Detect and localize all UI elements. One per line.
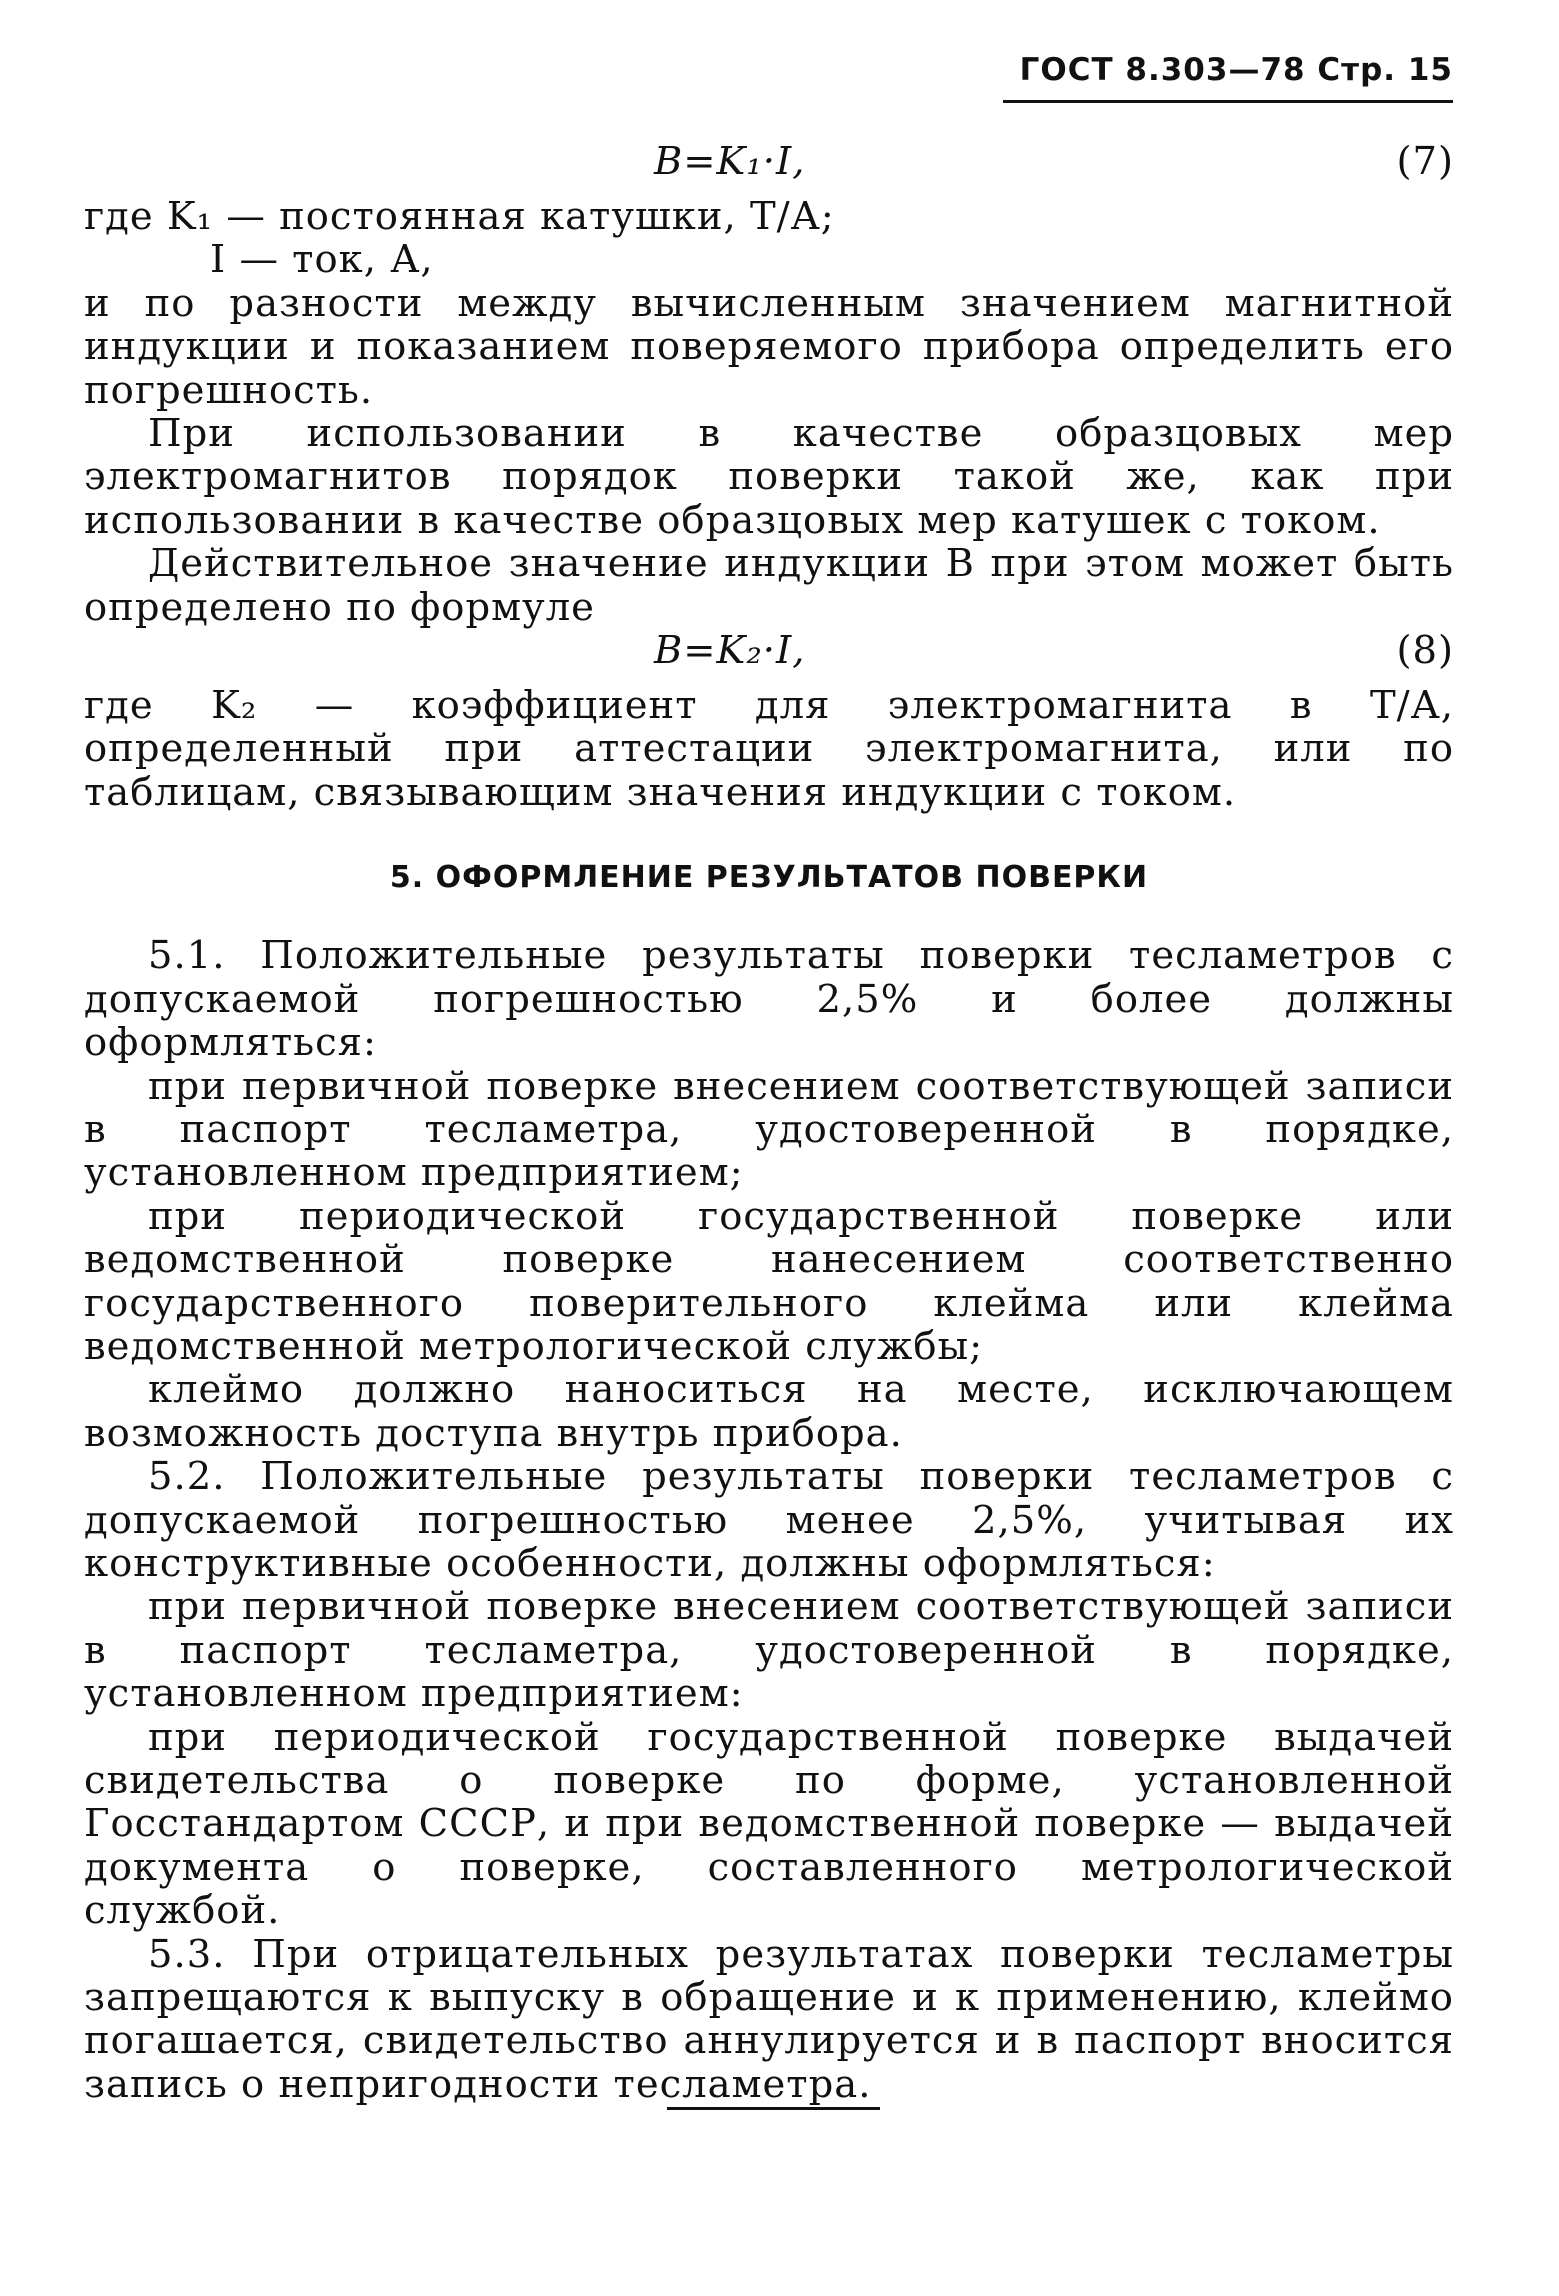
header-rule <box>1003 100 1453 103</box>
document-body <box>84 140 1454 2106</box>
page-header: ГОСТ 8.303—78 Стр. 15 <box>1019 52 1453 88</box>
paragraph-error: и по разности между вычисленным значением магнитной индукции и показанием поверяемого прибора определить его погрешность. <box>84 280 1454 413</box>
formula-8-expression: B=K₂·I, <box>654 628 806 674</box>
clause-5-1-stamp: клеймо должно наноситься на месте, исключающем возможность доступа внутрь прибора. <box>84 1367 1454 1456</box>
formula-8-number: (8) <box>1396 628 1454 674</box>
where-k1: где K₁ — постоянная катушки, Т/А; <box>84 194 835 239</box>
clause-5-2-primary: при первичной поверке внесением соответствующей записи в паспорт тесламетра, удостоверенной в порядке, установленном предприятием: <box>84 1584 1454 1717</box>
formula-7 <box>84 140 1454 195</box>
where-k2: где K₂ — коэффициент для электромагнита в Т/А, определенный при аттестации электромагнита, или по таблицам, связывающим значения индукции с током. <box>84 683 1454 815</box>
clause-5-3: 5.3. При отрицательных результатах поверки тесламетры запрещаются к выпуску в обращение и к применению, клеймо погашается, свидетельство аннулируется и в паспорт вносится запись о непригодности тесламетра. <box>84 1931 1454 2107</box>
paragraph-electromagnets: При использовании в качестве образцовых мер электромагнитов порядок поверки такой же, как при использовании в качестве образцовых мер катушек с током. <box>84 411 1454 543</box>
clause-5-2-periodic: при периодической государственной поверке выдачей свидетельства о поверке по форме, установленной Госстандартом СССР, и при ведомственной поверке — выдачей документа о поверке, составленного метрологической службой. <box>84 1714 1454 1934</box>
formula-7-number: (7) <box>1396 139 1454 184</box>
paragraph-actual-value: Действительное значение индукции B при этом может быть определено по формуле <box>84 541 1454 630</box>
formula-7-expression: B=K₁·I, <box>654 139 806 184</box>
end-rule <box>667 2107 880 2110</box>
clause-5-2: 5.2. Положительные результаты поверки тесламетров с допускаемой погрешностью менее 2,5%, учитывая их конструктивные особенности, должны оформляться: <box>84 1454 1454 1586</box>
formula-8 <box>84 629 1454 684</box>
section-title: 5. ОФОРМЛЕНИЕ РЕЗУЛЬТАТОВ ПОВЕРКИ <box>389 860 1149 896</box>
clause-5-1-periodic: при периодической государственной поверке или ведомственной поверке нанесением соответственно государственного поверительного клейма или клейма ведомственной метрологической службы; <box>84 1193 1454 1369</box>
clause-5-1: 5.1. Положительные результаты поверки тесламетров с допускаемой погрешностью 2,5% и более должны оформляться: <box>84 933 1454 1066</box>
where-i: I — ток, А, <box>210 237 434 283</box>
clause-5-1-primary: при первичной поверке внесением соответствующей записи в паспорт тесламетра, удостоверенной в порядке, установленном предприятием; <box>84 1063 1454 1196</box>
